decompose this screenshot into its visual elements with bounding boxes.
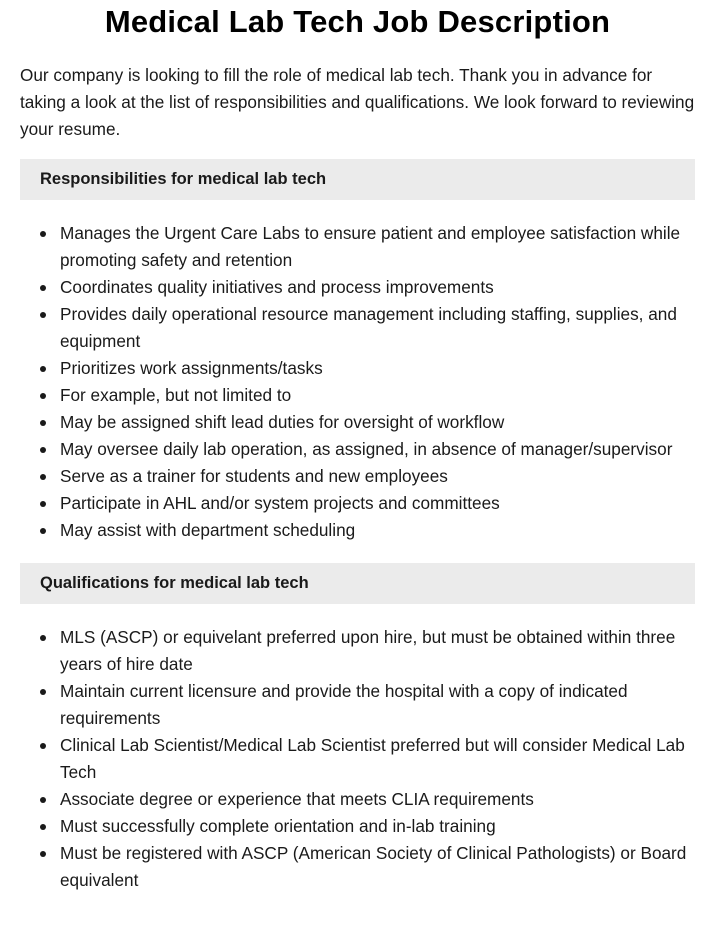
list-item-text: Clinical Lab Scientist/Medical Lab Scientist preferred but will consider Medical Lab Tech — [60, 735, 685, 782]
list-item-text: For example, but not limited to — [60, 385, 292, 405]
bullet-icon — [40, 447, 46, 453]
list-item-text: May oversee daily lab operation, as assigned, in absence of manager/supervisor — [60, 439, 673, 459]
list-item — [20, 732, 695, 786]
bullet-icon — [40, 366, 46, 372]
page-title: Medical Lab Tech Job Description — [104, 4, 611, 39]
list-item — [20, 463, 695, 490]
list-item-text: Maintain current licensure and provide the hospital with a copy of indicated requirements — [60, 681, 628, 728]
list-item — [20, 382, 695, 409]
list-item-text: Provides daily operational resource management including staffing, supplies, and equipment — [60, 304, 677, 351]
bullet-icon — [40, 528, 46, 534]
bullet-icon — [40, 743, 46, 749]
list-item — [20, 840, 695, 894]
responsibilities-heading: Responsibilities for medical lab tech — [20, 159, 695, 200]
list-item-text: MLS (ASCP) or equivelant preferred upon hire, but must be obtained within three years of hire date — [60, 627, 676, 674]
list-item — [20, 355, 695, 382]
list-item — [20, 813, 695, 840]
list-item-text: Associate degree or experience that meets CLIA requirements — [60, 789, 534, 809]
list-item — [20, 301, 695, 355]
list-item — [20, 274, 695, 301]
list-item — [20, 786, 695, 813]
list-item — [20, 678, 695, 732]
bullet-icon — [40, 824, 46, 830]
bullet-icon — [40, 393, 46, 399]
bullet-icon — [40, 474, 46, 480]
list-item — [20, 436, 695, 463]
list-item — [20, 490, 695, 517]
qualifications-heading: Qualifications for medical lab tech — [20, 563, 695, 604]
qualifications-list — [20, 624, 695, 894]
bullet-icon — [40, 797, 46, 803]
intro-paragraph: Our company is looking to fill the role of medical lab tech. Thank you in advance for taking a look at the list of responsibilities and qualifications. We look forward to reviewing your resume. — [20, 65, 695, 139]
bullet-icon — [40, 851, 46, 857]
list-item — [20, 220, 695, 274]
bullet-icon — [40, 420, 46, 426]
list-item — [20, 624, 695, 678]
bullet-icon — [40, 635, 46, 641]
list-item-text: May assist with department scheduling — [60, 520, 356, 540]
list-item-text: Manages the Urgent Care Labs to ensure patient and employee satisfaction while promoting safety and retention — [60, 223, 681, 270]
list-item-text: Coordinates quality initiatives and process improvements — [60, 277, 494, 297]
list-item-text: Participate in AHL and/or system projects and committees — [60, 493, 500, 513]
bullet-icon — [40, 501, 46, 507]
responsibilities-list — [20, 220, 695, 544]
bullet-icon — [40, 312, 46, 318]
bullet-icon — [40, 285, 46, 291]
bullet-icon — [40, 689, 46, 695]
list-item — [20, 409, 695, 436]
list-item-text: Must successfully complete orientation and in-lab training — [60, 816, 496, 836]
list-item-text: Prioritizes work assignments/tasks — [60, 358, 323, 378]
list-item-text: Serve as a trainer for students and new employees — [60, 466, 448, 486]
list-item — [20, 517, 695, 544]
list-item-text: Must be registered with ASCP (American Society of Clinical Pathologists) or Board equivalent — [60, 843, 687, 890]
list-item-text: May be assigned shift lead duties for oversight of workflow — [60, 412, 505, 432]
bullet-icon — [40, 231, 46, 237]
